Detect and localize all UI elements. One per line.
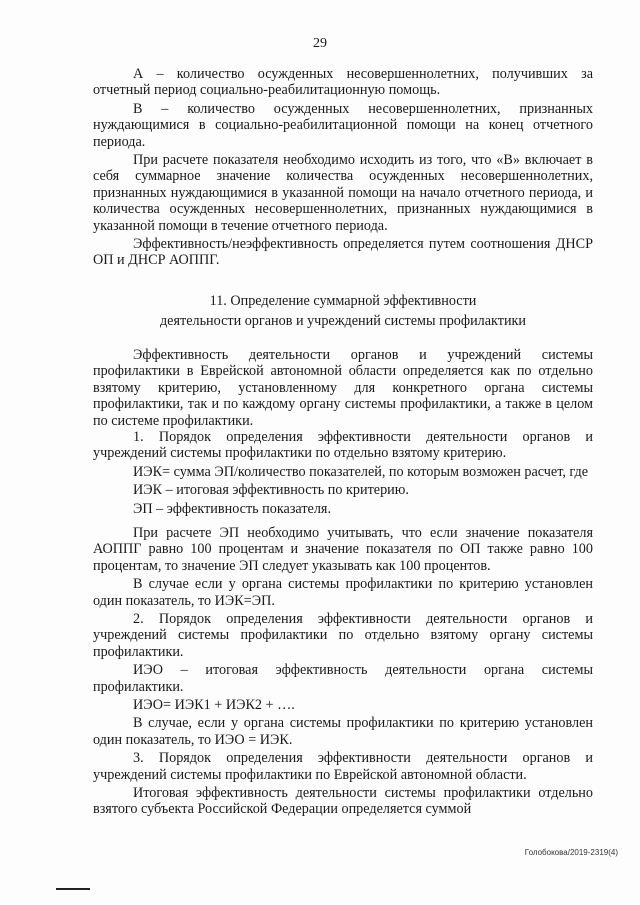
paragraph-calculation-note: При расчете показателя необходимо исходить из того, что «В» включает в себя суммарное значение количества осужденных несовершеннолетних, признанных нуждающимися в указанной помощи на начало отчетного периода, и количества осужденных несовершеннолетних, признанных нуждающимися в указанной помощи в течение отчетного периода.: [93, 152, 593, 234]
paragraph-single-indicator-ieo: В случае, если у органа системы профилактики по критерию установлен один показатель, то ИЭО = ИЭК.: [93, 715, 593, 748]
paragraph-overall-effectiveness: Эффективность деятельности органов и учреждений системы профилактики в Еврейской автономной области определяется как по отдельно взятому критерию, установленному для конкретного органа системы профилактики, так и по каждому органу системы профилактики, а также в целом по системе профилактики.: [93, 346, 593, 429]
definition-ep: ЭП – эффективность показателя.: [133, 500, 332, 517]
formula-iek: ИЭК= сумма ЭП/количество показателей, по которым возможен расчет, где: [133, 463, 589, 480]
paragraph-single-indicator-iek: В случае если у органа системы профилактики по критерию установлен один показатель, то ИЭК=ЭП.: [93, 576, 593, 609]
formula-ieo: ИЭО= ИЭК1 + ИЭК2 + ….: [133, 697, 295, 713]
paragraph-b-definition: В – количество осужденных несовершеннолетних, признанных нуждающимися в социально-реабилитационной помощи на конец отчетного периода.: [93, 100, 593, 150]
page-number: 29: [313, 36, 327, 51]
paragraph-ep-note: При расчете ЭП необходимо учитывать, что если значение показателя АОППГ равно 100 процентам и значение показателя по ОП также равно 100 процентам, то значение ЭП следует указывать как 100 процентов.: [93, 524, 593, 574]
paragraph-final-effectiveness: Итоговая эффективность деятельности системы профилактики отдельно взятого субъекта Российской Федерации определяется суммой: [93, 785, 593, 818]
paragraph-effectiveness-ratio: Эффективность/неэффективность определяется путем соотношения ДНСР ОП и ДНСР АОППГ.: [93, 236, 593, 269]
document-body: [93, 66, 593, 818]
section-heading-line1: 11. Определение суммарной эффективности: [209, 292, 477, 309]
definition-ieo: ИЭО – итоговая эффективность деятельности органа системы профилактики.: [93, 662, 593, 695]
section-heading-line2: деятельности органов и учреждений системы профилактики: [159, 312, 527, 329]
paragraph-region-procedure: 3. Порядок определения эффективности деятельности органов и учреждений системы профилактики по Еврейской автономной области.: [93, 750, 593, 783]
footer-line-mark: [56, 888, 90, 890]
document-code: Голобокова/2019-2319(4): [524, 848, 618, 857]
definition-iek: ИЭК – итоговая эффективность по критерию.: [133, 482, 409, 499]
paragraph-a-definition: А – количество осужденных несовершеннолетних, получивших за отчетный период социально-реабилитационную помощь.: [93, 66, 593, 99]
paragraph-criterion-procedure: 1. Порядок определения эффективности деятельности органов и учреждений системы профилактики по отдельно взятому критерию.: [93, 428, 593, 462]
section-heading: [93, 291, 593, 331]
paragraph-organ-procedure: 2. Порядок определения эффективности деятельности органов и учреждений системы профилактики по отдельно взятому органу системы профилактики.: [93, 610, 593, 660]
